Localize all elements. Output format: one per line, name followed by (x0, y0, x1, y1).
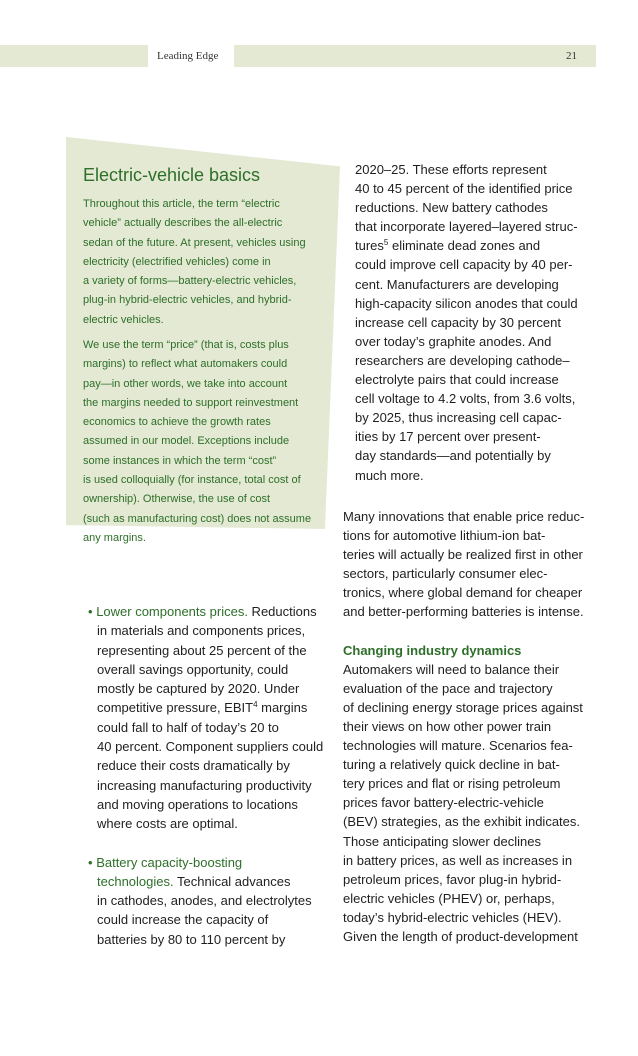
sidebar-line: any margins. (83, 531, 146, 544)
page-number: 21 (566, 50, 577, 62)
sidebar-line: electric vehicles. (83, 313, 164, 326)
body-line: turing a relatively quick decline in bat- (343, 757, 560, 773)
body-line: and better-performing batteries is intense. (343, 604, 584, 620)
bullet-line: batteries by 80 to 110 percent by (97, 931, 286, 947)
body-line: electrolyte pairs that could increase (355, 372, 559, 388)
ebit-text-after: margins (257, 700, 308, 716)
bullet-line: where costs are optimal. (97, 816, 238, 832)
body-line: today’s hybrid-electric vehicles (HEV). (343, 909, 562, 925)
tures-text: tures (355, 238, 384, 254)
body-line: Many innovations that enable price reduc- (343, 509, 585, 524)
running-head: Leading Edge (157, 50, 219, 62)
body-line: (BEV) strategies, as the exhibit indicates. (343, 814, 581, 830)
body-line-tures (355, 236, 605, 255)
body-line: increase cell capacity by 30 percent (355, 314, 561, 330)
sidebar-line: economics to achieve the growth rates (83, 416, 271, 429)
body-line: Those anticipating slower declines (343, 833, 541, 849)
bullet-line: 40 percent. Component suppliers could (97, 739, 324, 755)
body-line: of declining energy storage prices against (343, 699, 583, 715)
body-line: day standards—and potentially by (355, 448, 551, 464)
sidebar-paragraph-2 (83, 336, 333, 548)
bullet-line: overall savings opportunity, could (97, 661, 289, 677)
body-line: petroleum prices, favor plug-in hybrid- (343, 871, 562, 887)
sidebar-line: a variety of forms—battery-electric vehicles, (83, 275, 297, 288)
sidebar-title: Electric-vehicle basics (83, 165, 261, 185)
bullet-line: mostly be captured by 2020. Under (97, 681, 300, 697)
body-line: high-capacity silicon anodes that could (355, 295, 578, 311)
bullet-dot: • (88, 604, 93, 619)
body-line: that incorporate layered–layered struc- (355, 219, 578, 235)
body-line: could improve cell capacity by 40 per- (355, 257, 573, 273)
sidebar-line: some instances in which the term “cost” (83, 454, 277, 467)
sidebar-line: the margins needed to support reinvestment (83, 396, 299, 409)
body-line: prices favor battery-electric-vehicle (343, 795, 544, 811)
bullet-first-line (88, 853, 333, 872)
bullet-first-line (88, 602, 333, 621)
footnote-ref-4: 4 (253, 700, 258, 710)
body-line: 2020–25. These efforts represent (355, 162, 547, 177)
bullet-battery-capacity (88, 853, 333, 949)
body-line: tronics, where global demand for cheaper (343, 585, 583, 601)
body-line: tions for automotive lithium-ion bat- (343, 528, 546, 544)
header-band (0, 45, 596, 67)
bullet-line: increasing manufacturing productivity (97, 777, 312, 793)
bullet-dot: • (88, 854, 93, 870)
body-line: cent. Manufacturers are developing (355, 276, 559, 292)
body-line: Given the length of product-development (343, 928, 578, 944)
footnote-ref-5: 5 (383, 238, 389, 248)
sidebar-line: assumed in our model. Exceptions include (83, 435, 290, 448)
left-column (88, 602, 333, 949)
body-line: researchers are developing cathode– (355, 352, 570, 368)
sidebar-line: margins) to reflect what automakers could (83, 358, 288, 371)
right-column-main (343, 507, 593, 946)
body-line: much more. (355, 467, 424, 483)
bullet-line: could fall to half of today’s 20 to (97, 719, 279, 735)
bullet-heading: Lower components prices. (96, 604, 248, 619)
body-line: 40 to 45 percent of the identified price (355, 181, 573, 197)
body-line: reductions. New battery cathodes (355, 200, 548, 216)
bullet-heading-cont: technologies. (97, 873, 174, 889)
body-line: their views on how other power train (343, 718, 552, 734)
bullet-lower-components-prices (88, 602, 333, 834)
body-line: teries will actually be realized first in other (343, 547, 583, 563)
bullet-text: Technical advances (173, 873, 291, 889)
tures-text-after: eliminate dead zones and (388, 238, 541, 254)
body-line: evaluation of the pace and trajectory (343, 680, 553, 696)
bullet-line: reduce their costs dramatically by (97, 758, 290, 774)
sidebar-paragraph-1 (83, 195, 333, 330)
bullet-line-ebit (88, 698, 333, 717)
bullet-text: Reductions (247, 604, 317, 619)
bullet-second-line (88, 872, 333, 891)
body-line: by 2025, thus increasing cell capac- (355, 410, 562, 426)
bullet-line: and moving operations to locations (97, 796, 298, 812)
bullet-line: representing about 25 percent of the (97, 642, 307, 658)
sidebar-line: pay—in other words, we take into account (83, 377, 288, 390)
body-line: ities by 17 percent over present- (355, 429, 541, 445)
sidebar-line: sedan of the future. At present, vehicles using (83, 236, 306, 249)
sidebar-line: is used colloquially (for instance, total cost of (83, 474, 301, 487)
sidebar-line: We use the term “price” (that is, costs plus (83, 339, 289, 351)
sidebar-line: vehicle” actually describes the all-electric (83, 217, 283, 230)
body-line: cell voltage to 4.2 volts, from 3.6 volts, (355, 391, 576, 407)
body-line: electric vehicles (PHEV) or, perhaps, (343, 890, 555, 906)
sidebar-line: plug-in hybrid-electric vehicles, and hybrid- (83, 294, 292, 307)
subhead-changing-industry-dynamics: Changing industry dynamics (343, 642, 522, 658)
body-line: technologies will mature. Scenarios fea- (343, 738, 573, 754)
body-line: over today’s graphite anodes. And (355, 333, 552, 349)
bullet-line: in cathodes, anodes, and electrolytes (97, 893, 312, 909)
bullet-heading: Battery capacity-boosting (96, 854, 243, 870)
bullet-line: could increase the capacity of (97, 912, 269, 928)
sidebar-line: (such as manufacturing cost) does not assume (83, 512, 312, 525)
sidebar-line: electricity (electrified vehicles) come in (83, 255, 271, 268)
body-line: Automakers will need to balance their (343, 661, 560, 677)
ebit-text: competitive pressure, EBIT (97, 700, 254, 716)
right-column-continuation (355, 160, 605, 485)
body-line: sectors, particularly consumer elec- (343, 566, 548, 582)
sidebar-line: Throughout this article, the term “electric (83, 198, 280, 210)
bullet-line: in materials and components prices, (97, 623, 306, 639)
sidebar-line: ownership). Otherwise, the use of cost (83, 493, 271, 506)
section-heading (343, 641, 593, 660)
paragraph-automakers (343, 660, 593, 946)
body-line: tery prices and flat or rising petroleum (343, 776, 561, 792)
paragraph-innovations (343, 507, 593, 622)
body-line: in battery prices, as well as increases in (343, 852, 573, 868)
continued-paragraph (355, 160, 605, 485)
